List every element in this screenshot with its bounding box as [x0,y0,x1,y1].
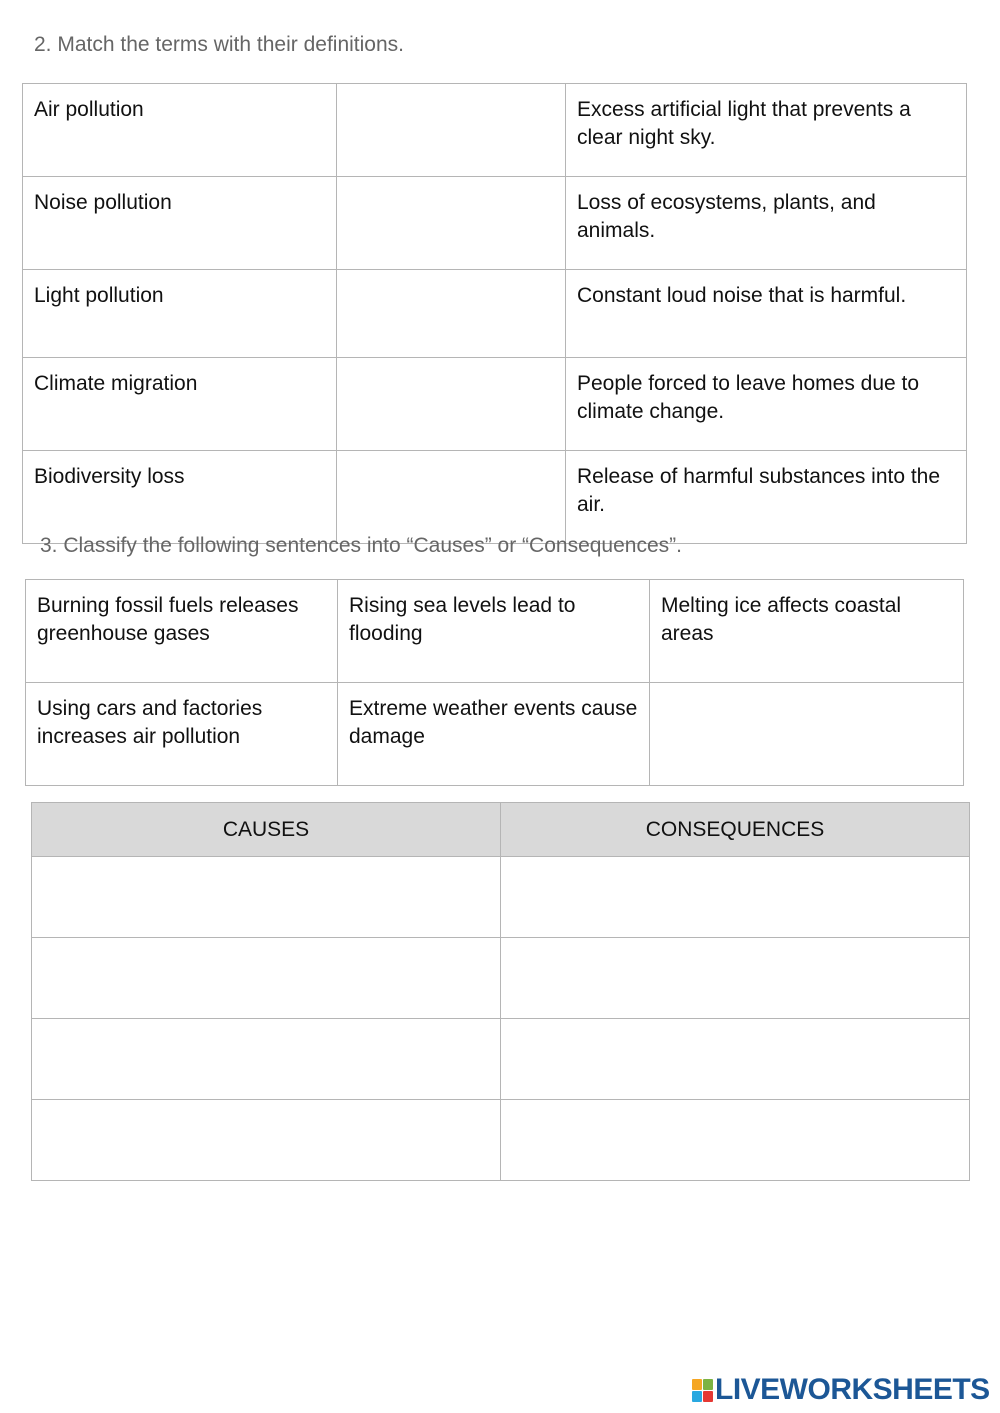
table-row [23,451,967,544]
match-table [22,83,967,544]
consequences-header: CONSEQUENCES [501,803,970,857]
sentence-card[interactable]: Extreme weather events cause damage [338,683,650,786]
definition-cell: Loss of ecosystems, plants, and animals. [566,177,967,270]
consequences-drop-cell[interactable] [501,1019,970,1100]
term-cell: Air pollution [23,84,337,177]
table-row [23,270,967,358]
answer-drop-cell[interactable] [337,451,566,544]
classify-heading: 3. Classify the following sentences into “Causes” or “Consequences”. [40,534,682,557]
table-row [32,1100,970,1181]
sentences-table [25,579,964,786]
liveworksheets-logo [692,1372,990,1408]
table-row [23,84,967,177]
answer-drop-cell[interactable] [337,177,566,270]
causes-drop-cell[interactable] [32,938,501,1019]
answer-drop-cell[interactable] [337,358,566,451]
causes-drop-cell[interactable] [32,1019,501,1100]
term-cell: Light pollution [23,270,337,358]
table-row [32,938,970,1019]
table-row [32,857,970,938]
definition-cell: Constant loud noise that is harmful. [566,270,967,358]
causes-header: CAUSES [32,803,501,857]
causes-drop-cell[interactable] [32,1100,501,1181]
table-row [26,683,964,786]
answer-drop-cell[interactable] [337,84,566,177]
sentence-card[interactable]: Burning fossil fuels releases greenhouse gases [26,580,338,683]
table-row [26,580,964,683]
consequences-drop-cell[interactable] [501,857,970,938]
logo-text: LIVEWORKSHEETS [715,1373,990,1406]
sentence-card[interactable]: Using cars and factories increases air pollution [26,683,338,786]
table-row [32,1019,970,1100]
match-heading: 2. Match the terms with their definitions. [34,33,404,56]
consequences-drop-cell[interactable] [501,1100,970,1181]
term-cell: Biodiversity loss [23,451,337,544]
definition-cell: Release of harmful substances into the air. [566,451,967,544]
classify-table [31,802,970,1181]
header-row [32,803,970,857]
answer-drop-cell[interactable] [337,270,566,358]
definition-cell: Excess artificial light that prevents a clear night sky. [566,84,967,177]
table-row [23,358,967,451]
sentence-card[interactable]: Melting ice affects coastal areas [650,580,964,683]
term-cell: Climate migration [23,358,337,451]
causes-drop-cell[interactable] [32,857,501,938]
term-cell: Noise pollution [23,177,337,270]
consequences-drop-cell[interactable] [501,938,970,1019]
sentence-card[interactable]: Rising sea levels lead to flooding [338,580,650,683]
empty-cell [650,683,964,786]
liveworksheets-logo-icon [692,1379,713,1402]
table-row [23,177,967,270]
definition-cell: People forced to leave homes due to climate change. [566,358,967,451]
